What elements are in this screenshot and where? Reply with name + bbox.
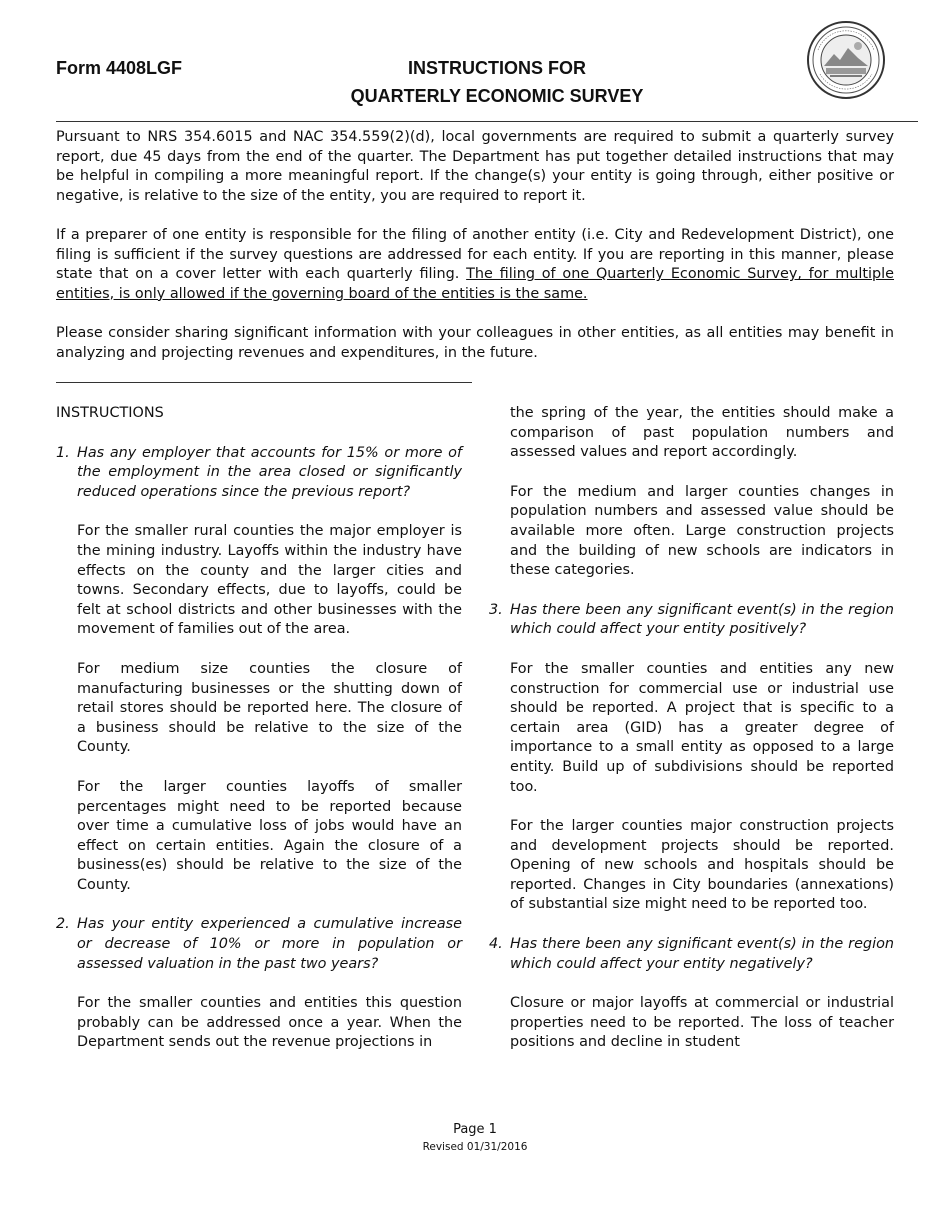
question-4 <box>489 935 894 974</box>
q2-paragraph-2: For the medium and larger counties changes in population numbers and assessed value should be available more often. Large construction projects and the building of new schools are indicators in these categories. <box>510 483 894 579</box>
intro-paragraph-1: Pursuant to NRS 354.6015 and NAC 354.559(2)(d), local governments are required to submit a quarterly survey report, due 45 days from the end of the quarter. The Department has put together detailed instructions that may be helpful in compiling a more meaningful report. If the change(s) your entity is going through, either positive or negative, is relative to the size of the entity, you are required to report it. <box>56 129 894 204</box>
question-1 <box>56 444 462 503</box>
intro-paragraph-2 <box>56 226 894 304</box>
q1-paragraph-2: For medium size counties the closure of manufacturing businesses or the shutting down of retail stores should be reported here. The closure of a business should be relative to the size of the County. <box>77 660 462 756</box>
question-3-text: Has there been any significant event(s) in the region which could affect your entity positively? <box>510 601 894 638</box>
divider-top <box>56 121 918 122</box>
page-title-line2: QUARTERLY ECONOMIC SURVEY <box>350 86 644 106</box>
instructions-right-column <box>489 404 894 1053</box>
question-1-text: Has any employer that accounts for 15% or more of the employment in the area closed or significantly reduced operations since the previous report? <box>77 444 462 500</box>
nevada-state-seal <box>806 20 886 100</box>
question-4-number: 4. <box>489 936 503 953</box>
intro-paragraph-2-underlined: The filing of one Quarterly Economic Survey, for multiple entities, is only allowed if the governing board of the entities is the same. <box>56 266 895 302</box>
question-3 <box>489 601 894 640</box>
q1-paragraph-3: For the larger counties layoffs of smaller percentages might need to be reported because over time a cumulative loss of jobs would have an effect on certain entities. Again the closure of a business(es) should be relative to the size of the County. <box>77 778 462 893</box>
revision-date: Revised 01/31/2016 <box>422 1141 528 1153</box>
form-number: Form 4408LGF <box>56 58 183 78</box>
question-1-number: 1. <box>56 444 70 461</box>
question-2 <box>56 915 462 974</box>
page-title-line1: INSTRUCTIONS FOR <box>408 58 586 78</box>
question-2-text: Has your entity experienced a cumulative increase or decrease of 10% or more in population or assessed valuation in the past two years? <box>77 916 462 972</box>
question-4-text: Has there been any significant event(s) in the region which could affect your entity negatively? <box>510 936 894 972</box>
instructions-left-column <box>56 404 462 1053</box>
divider-middle <box>56 382 472 383</box>
question-2-number: 2. <box>56 916 70 933</box>
q4-paragraph-1: Closure or major layoffs at commercial or industrial properties need to be reported. The loss of teacher positions and decline in student <box>510 995 894 1051</box>
instructions-heading: INSTRUCTIONS <box>56 405 164 421</box>
intro-paragraph-3: Please consider sharing significant information with your colleagues in other entities, as all entities may benefit in analyzing and projecting revenues and expenditures, in the future. <box>56 325 894 361</box>
q2-paragraph-1: For the smaller counties and entities this question probably can be addressed once a year. When the Department sends out the revenue projections in <box>77 995 462 1051</box>
q3-paragraph-1: For the smaller counties and entities any new construction for commercial use or industrial use should be reported. A project that is specific to a certain area (GID) has a greater degree of importance to a small entity as opposed to a large entity. Build up of subdivisions should be reported too. <box>510 660 894 795</box>
question-3-number: 3. <box>489 601 503 618</box>
q1-paragraph-1: For the smaller rural counties the major employer is the mining industry. Layoffs within the industry have effects on the county and the larger cities and towns. Secondary effects, due to layoffs, could be felt at school districts and other businesses with the movement of families out of the area. <box>77 523 462 638</box>
intro-paragraph-2-text: If a preparer of one entity is responsible for the filing of another entity (i.e. City and Redevelopment District), one filing is sufficient if the survey questions are addressed for each entity. If you are reporting in this manner, please state that on a cover letter with each quarterly filing. <box>56 227 894 283</box>
q2-paragraph-1-continued: the spring of the year, the entities should make a comparison of past population numbers and assessed values and report accordingly. <box>510 405 894 461</box>
q3-paragraph-2: For the larger counties major construction projects and development projects should be reported. Opening of new schools and hospitals should be reported. Changes in City boundaries (annexations) of substantial size might need to be reported too. <box>510 818 894 913</box>
page-number: Page 1 <box>453 1122 497 1137</box>
